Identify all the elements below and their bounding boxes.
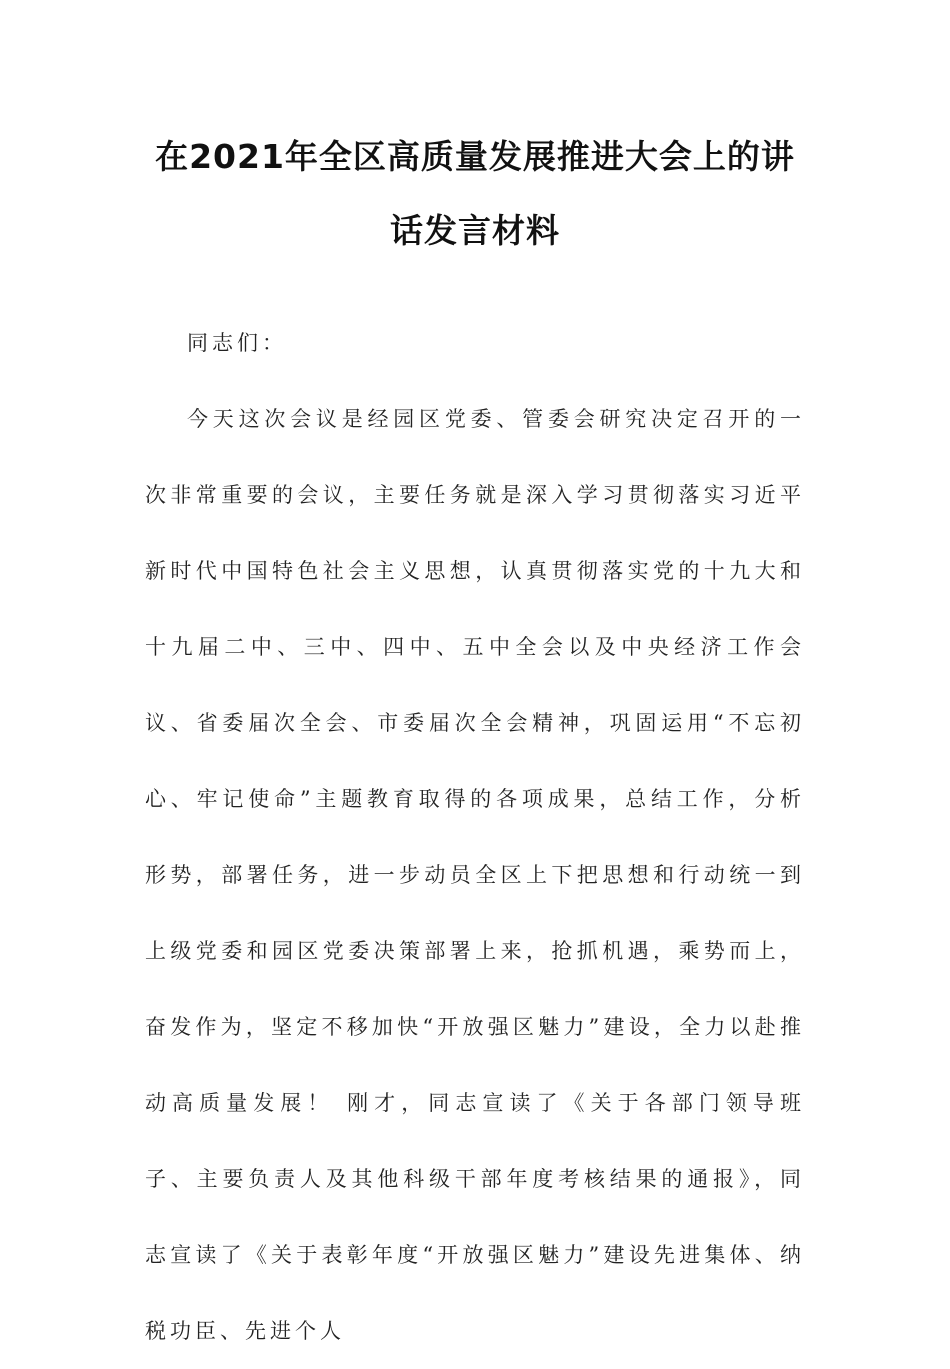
document-body [145,305,805,1369]
salutation: 同志们： [187,331,287,355]
document-title: 在2021年全区高质量发展推进大会上的讲话发言材料 [155,137,795,250]
body-paragraph: 今天这次会议是经园区党委、管委会研究决定召开的一次非常重要的会议，主要任务就是深入学习贯彻落实习近平新时代中国特色社会主义思想，认真贯彻落实党的十九大和十九届二中、三中、四中、五中全会以及中央经济工作会议、省委届次全会、市委届次全会精神，巩固运用“不忘初心、牢记使命”主题教育取得的各项成果，总结工作，分析形势，部署任务，进一步动员全区上下把思想和行动统一到上级党委和园区党委决策部署上来，抢抓机遇，乘势而上，奋发作为，坚定不移加快“开放强区魅力”建设，全力以赴推动高质量发展！ 刚才，同志宣读了《关于各部门领导班子、主要负责人及其他科级干部年度考核结果的通报》，同志宣读了《关于表彰年度“开放强区魅力”建设先进集体、纳税功臣、先进个人 [145,407,805,1343]
